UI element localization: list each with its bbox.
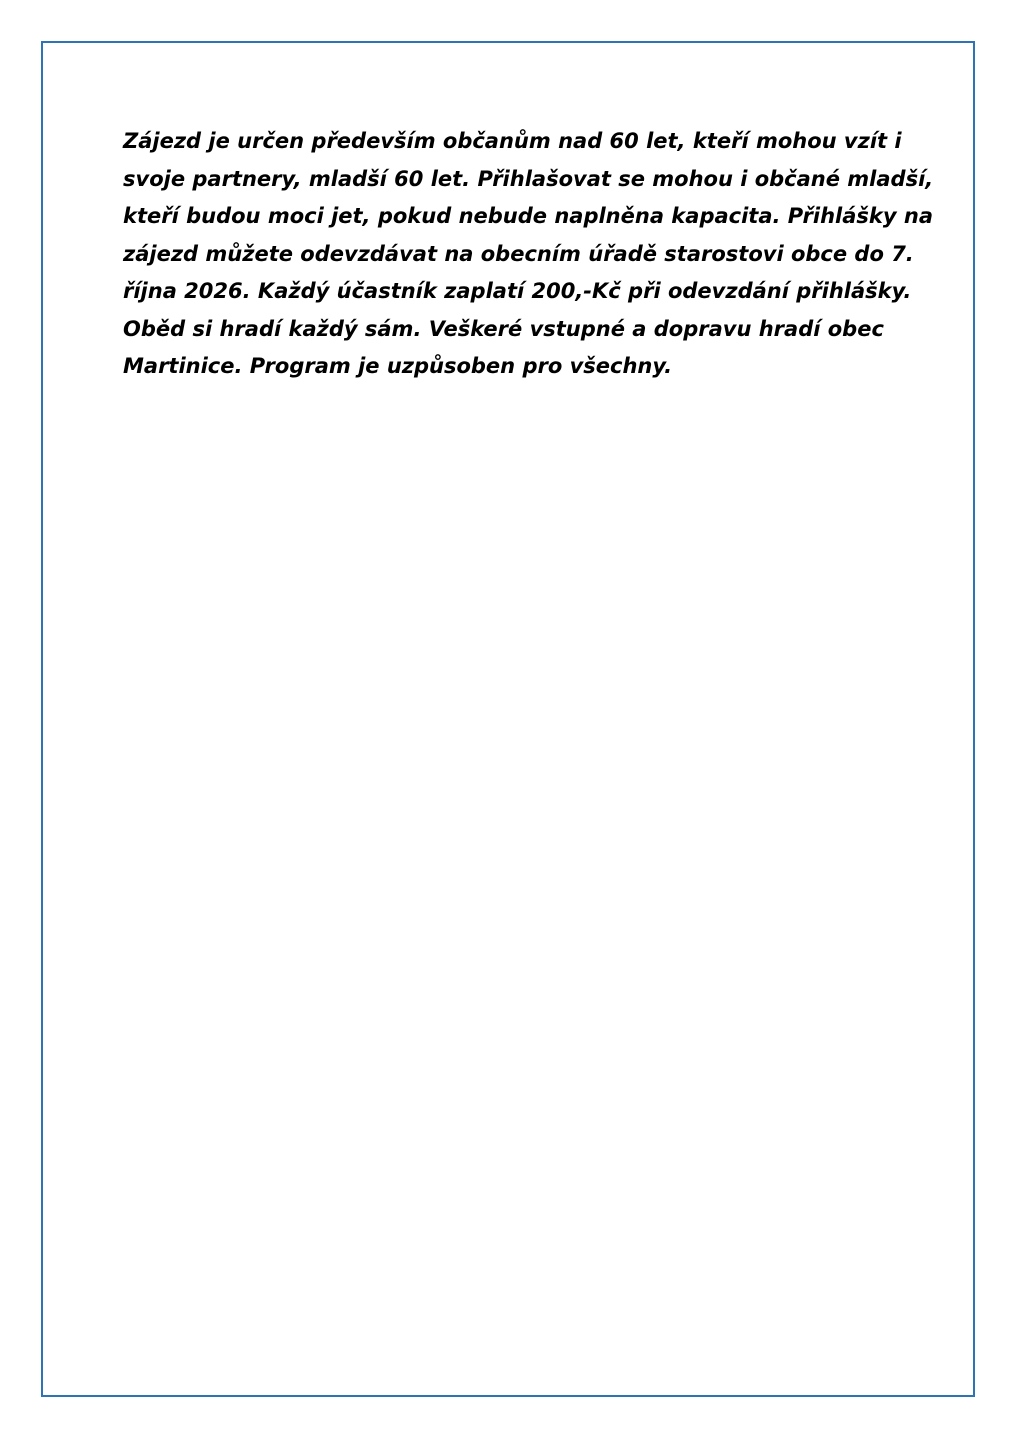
paragraph-line-4: zájezd můžete odevzdávat na obecním úřadě starostovi obce do 7. [123,241,914,266]
paragraph-line-5: října 2026. Každý účastník zaplatí 200,-Kč při odevzdání přihlášky. [123,279,912,303]
paragraph-line-2: svoje partnery, mladší 60 let. Přihlašovat se mohou i občané mladší, [123,166,934,191]
paragraph-line-1: Zájezd je určen především občanům nad 60 let, kteří mohou vzít i [123,129,902,153]
trip-info-paragraph [123,123,934,386]
page-border-frame [41,41,975,1397]
paragraph-line-7: Martinice. Program je uzpůsoben pro všechny. [123,354,673,378]
paragraph-line-3: kteří budou moci jet, pokud nebude naplněna kapacita. Přihlášky na [123,204,933,228]
paragraph-line-6: Oběd si hradí každý sám. Veškeré vstupné a dopravu hradí obec [123,316,884,341]
